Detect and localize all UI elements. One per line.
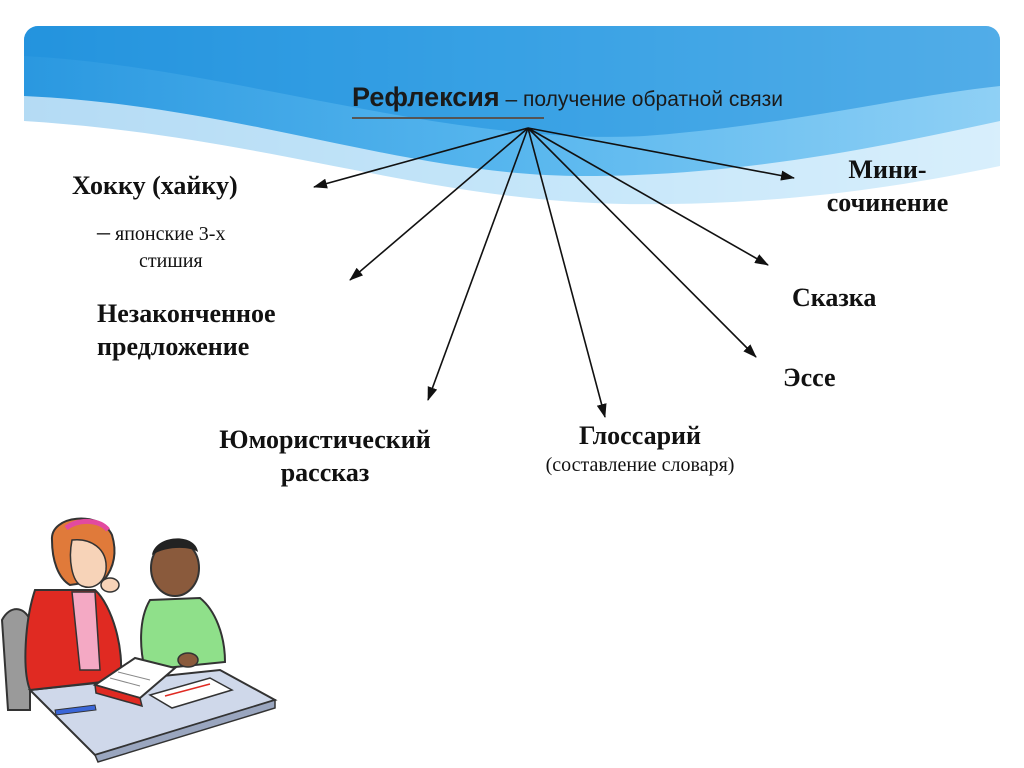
arrow-to-unfinished xyxy=(350,128,528,280)
unfinished-line2: предложение xyxy=(97,331,250,361)
title-main: Рефлексия xyxy=(352,82,500,112)
haiku-title: Хокку (хайку) xyxy=(72,171,238,200)
glossary-sub: (составление словаря) xyxy=(545,453,735,476)
unfinished-line1: Незаконченное xyxy=(97,299,276,328)
teacher-student-clipart xyxy=(0,510,300,768)
node-unfinished xyxy=(97,298,276,363)
humor-line2: рассказ xyxy=(280,457,370,487)
node-humor xyxy=(180,424,470,489)
node-fairy xyxy=(792,282,876,315)
arrow-to-haiku xyxy=(314,128,528,187)
title-rest: – получение обратной связи xyxy=(499,88,784,111)
haiku-dash: – xyxy=(97,217,110,246)
haiku-desc-line2: стишия xyxy=(139,249,203,272)
arrow-to-essay xyxy=(528,128,756,357)
arrow-to-mini xyxy=(528,128,794,178)
mini-line1: Мини- xyxy=(848,155,927,184)
arrow-to-humor xyxy=(428,128,528,400)
mini-line2: сочинение xyxy=(826,187,949,217)
humor-line1: Юмористический xyxy=(219,425,431,454)
node-glossary xyxy=(500,420,780,478)
node-haiku-title xyxy=(72,170,238,203)
node-haiku-desc xyxy=(97,216,225,274)
arrow-to-fairy xyxy=(528,128,768,265)
arrow-to-glossary xyxy=(528,128,605,417)
node-mini xyxy=(800,154,975,219)
glossary-title: Глоссарий xyxy=(578,421,701,450)
fairy-label: Сказка xyxy=(792,283,877,312)
haiku-desc-line1: японские 3-х xyxy=(110,223,226,245)
essay-label: Эссе xyxy=(783,363,836,392)
node-essay xyxy=(783,362,836,395)
